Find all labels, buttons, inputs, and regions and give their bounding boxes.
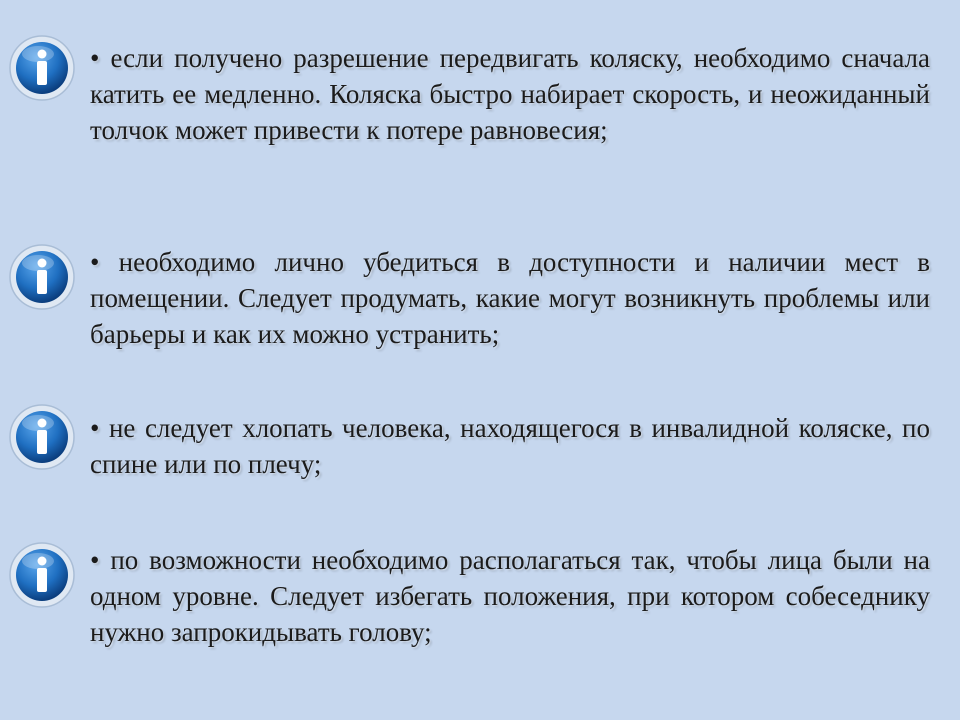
list-item-text: • если получено разрешение передвигать коляску, необходимо сначала катить ее медленно. Коляска быстро набирает скорость, и неожиданный толчок может привести к потере равновесия; — [90, 43, 930, 145]
info-icon — [8, 34, 76, 102]
list-item-text: • не следует хлопать человека, находящегося в инвалидной коляске, по спине или по плечу; — [90, 413, 930, 479]
list-item-text: • по возможности необходимо располагаться так, чтобы лица были на одном уровне. Следует избегать положения, при котором собеседнику нужно запрокидывать голову; — [90, 545, 930, 647]
info-icon — [8, 541, 76, 609]
list-item-text: • необходимо лично убедиться в доступности и наличии мест в помещении. Следует продумать, какие могут возникнуть проблемы или барьеры и как их можно устранить; — [90, 247, 930, 349]
info-icon — [8, 243, 76, 311]
info-icon — [8, 403, 76, 471]
